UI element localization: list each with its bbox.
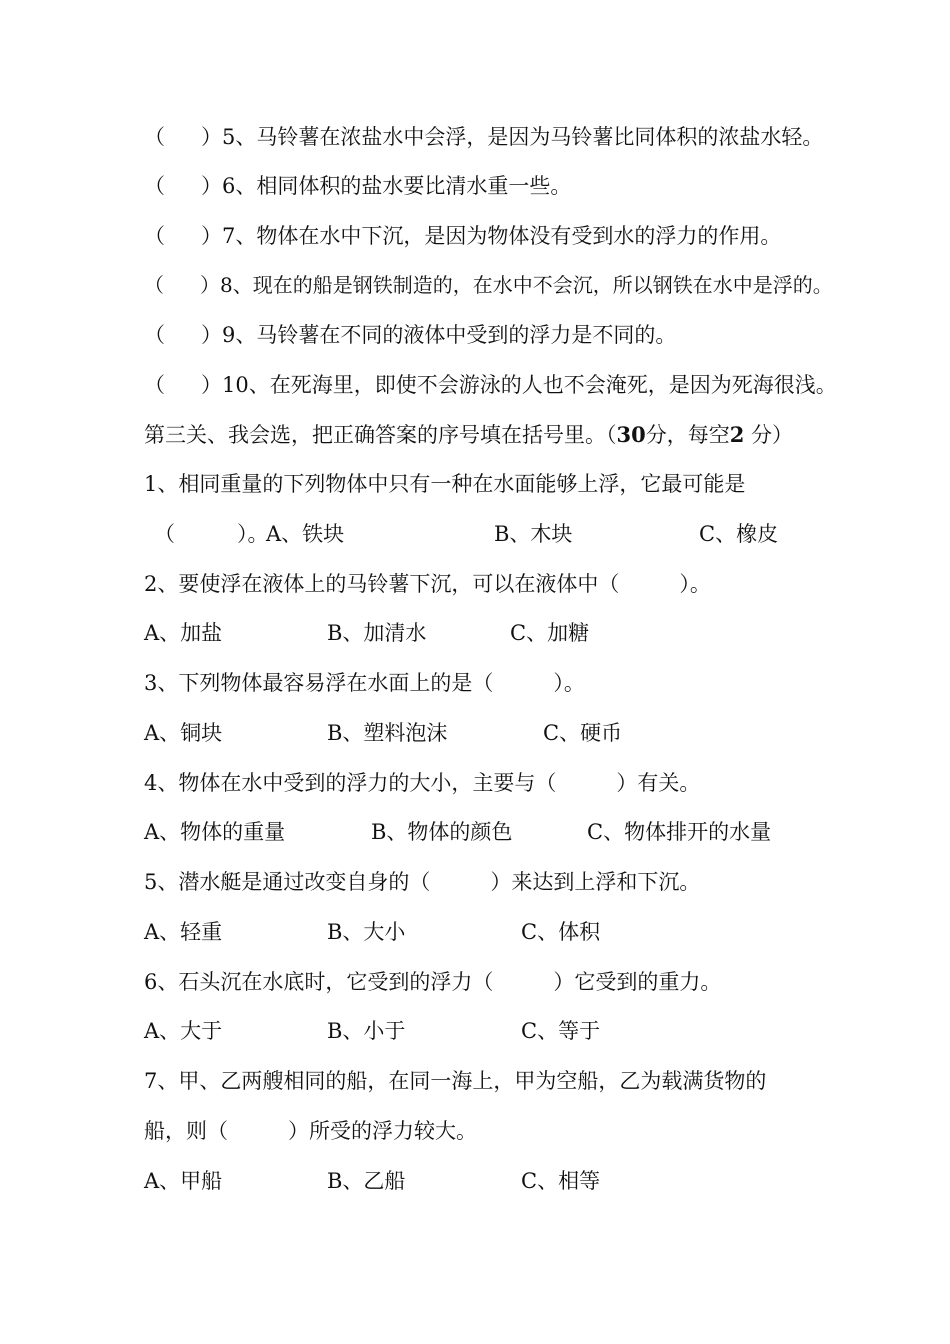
option-b[interactable]: B、物体的颜色 — [371, 820, 513, 844]
option-c[interactable]: C、体积 — [521, 920, 601, 944]
item-number: 6 — [222, 174, 236, 198]
question-stem: 4、物体在水中受到的浮力的大小，主要与（ ）有关。 — [144, 771, 701, 795]
answer-bracket[interactable]: （ ）。 — [154, 522, 269, 546]
option-a[interactable]: A、加盐 — [144, 621, 223, 645]
answer-bracket[interactable]: （ ） — [144, 125, 222, 149]
item-text: 现在的船是钢铁制造的，在水中不会沉，所以钢铁在水中是浮的。 — [252, 273, 833, 297]
question-options — [144, 514, 824, 554]
item-text: 马铃薯在浓盐水中会浮，是因为马铃薯比同体积的浓盐水轻。 — [256, 125, 824, 149]
question-options — [144, 613, 824, 653]
question-options — [144, 912, 824, 952]
answer-bracket[interactable]: （ ） — [144, 174, 222, 198]
tf-item: （ ）6、相同体积的盐水要比清水重一些。 — [144, 174, 572, 198]
option-c[interactable]: C、相等 — [521, 1169, 601, 1193]
question-stem: 7、甲、乙两艘相同的船，在同一海上，甲为空船，乙为载满货物的 — [144, 1069, 767, 1093]
option-a[interactable]: A、大于 — [144, 1019, 223, 1043]
question-options — [144, 1161, 824, 1201]
option-c[interactable]: C、等于 — [521, 1019, 601, 1043]
item-number: 5 — [222, 125, 236, 149]
option-b[interactable]: B、小于 — [327, 1019, 406, 1043]
tf-item: （ ）5、马铃薯在浓盐水中会浮，是因为马铃薯比同体积的浓盐水轻。 — [144, 125, 824, 149]
option-c[interactable]: C、橡皮 — [699, 522, 779, 546]
section-title: 第三关、我会选，把正确答案的序号填在括号里。（30分，每空2 分） — [144, 422, 794, 447]
question-stem: 1、相同重量的下列物体中只有一种在水面能够上浮，它最可能是 — [144, 472, 746, 496]
item-number: 7 — [222, 224, 236, 248]
question-stem: 2、要使浮在液体上的马铃薯下沉，可以在液体中（ ）。 — [144, 572, 711, 596]
option-b[interactable]: B、塑料泡沫 — [327, 721, 448, 745]
answer-bracket[interactable]: （ ） — [144, 273, 220, 297]
question-options — [144, 713, 824, 753]
answer-bracket[interactable]: （ ） — [144, 224, 222, 248]
option-a[interactable]: A、铜块 — [144, 721, 223, 745]
option-b[interactable]: B、乙船 — [327, 1169, 406, 1193]
question-options — [144, 812, 824, 852]
tf-item: （ ）7、物体在水中下沉，是因为物体没有受到水的浮力的作用。 — [144, 224, 782, 248]
item-text: 在死海里，即使不会游泳的人也不会淹死，是因为死海很浅。 — [269, 373, 837, 397]
option-b[interactable]: B、木块 — [494, 522, 573, 546]
item-text: 马铃薯在不同的液体中受到的浮力是不同的。 — [256, 323, 677, 347]
option-a[interactable]: A、轻重 — [144, 920, 223, 944]
tf-item: （ ）10、在死海里，即使不会游泳的人也不会淹死，是因为死海很浅。 — [144, 373, 837, 397]
question-options — [144, 1011, 824, 1051]
answer-bracket[interactable]: （ ） — [144, 373, 222, 397]
option-c[interactable]: C、硬币 — [543, 721, 623, 745]
option-c[interactable]: C、加糖 — [510, 621, 590, 645]
question-stem: 5、潜水艇是通过改变自身的（ ）来达到上浮和下沉。 — [144, 870, 701, 894]
option-c[interactable]: C、物体排开的水量 — [587, 820, 772, 844]
item-number: 9 — [222, 323, 236, 347]
option-a[interactable]: A、甲船 — [144, 1169, 223, 1193]
item-text: 相同体积的盐水要比清水重一些。 — [256, 174, 572, 198]
option-b[interactable]: B、加清水 — [327, 621, 427, 645]
item-number: 10 — [222, 373, 249, 397]
question-stem: 3、下列物体最容易浮在水面上的是（ ）。 — [144, 671, 585, 695]
option-b[interactable]: B、大小 — [327, 920, 406, 944]
item-number: 8 — [220, 273, 233, 297]
item-text: 物体在水中下沉，是因为物体没有受到水的浮力的作用。 — [256, 224, 782, 248]
option-a[interactable]: A、物体的重量 — [144, 820, 286, 844]
question-stem-continued: 船，则（ ）所受的浮力较大。 — [144, 1119, 477, 1143]
tf-item: （ ）9、马铃薯在不同的液体中受到的浮力是不同的。 — [144, 323, 677, 347]
tf-item: （ ）8、现在的船是钢铁制造的，在水中不会沉，所以钢铁在水中是浮的。 — [144, 273, 833, 297]
question-stem: 6、石头沉在水底时，它受到的浮力（ ）它受到的重力。 — [144, 970, 722, 994]
option-a[interactable]: A、铁块 — [266, 522, 345, 546]
answer-bracket[interactable]: （ ） — [144, 323, 222, 347]
